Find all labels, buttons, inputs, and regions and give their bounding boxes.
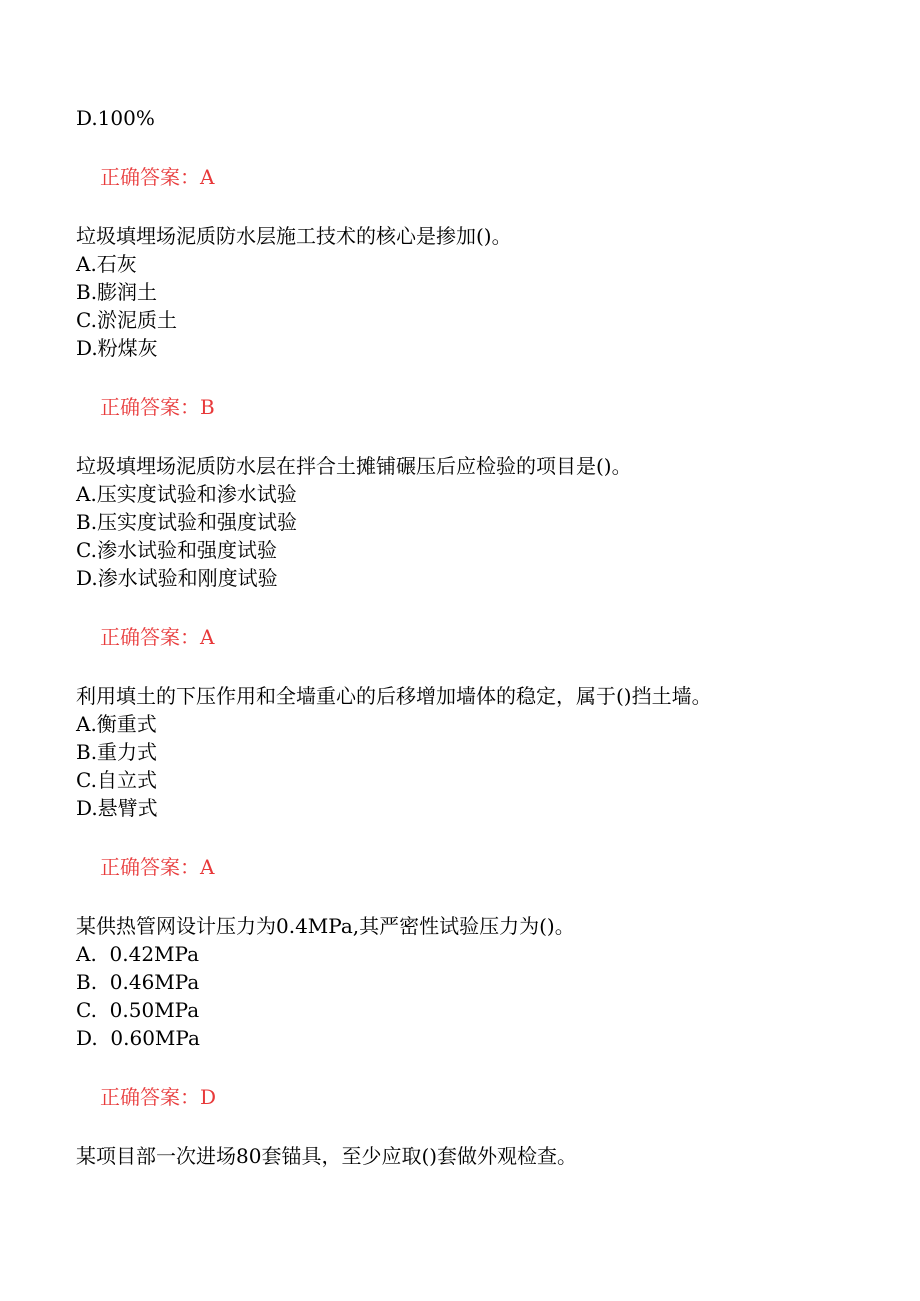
answer-value: A <box>200 625 215 649</box>
option-d: D. 0.60MPa <box>76 1026 200 1050</box>
answer-label: 正确答案： <box>100 855 200 879</box>
question-text: 垃圾填埋场泥质防水层在拌合土摊铺碾压后应检验的项目是()。 <box>76 454 632 478</box>
option-c: C.淤泥质土 <box>76 308 177 332</box>
question-text: 利用填土的下压作用和全墙重心的后移增加墙体的稳定，属于()挡土墙。 <box>76 684 712 708</box>
option-d: D.粉煤灰 <box>76 336 158 360</box>
correct-answer <box>100 1083 216 1111</box>
question-text: 垃圾填埋场泥质防水层施工技术的核心是掺加()。 <box>76 224 512 248</box>
answer-value: A <box>200 165 215 189</box>
option-c: C. 0.50MPa <box>76 998 200 1022</box>
question-text: 某项目部一次进场80套锚具，至少应取()套做外观检查。 <box>76 1144 578 1168</box>
correct-answer <box>100 163 214 191</box>
option-a: A.石灰 <box>76 252 137 276</box>
option-a: A.衡重式 <box>76 712 157 736</box>
answer-value: B <box>200 395 215 419</box>
correct-answer <box>100 853 214 881</box>
answer-label: 正确答案： <box>100 395 200 419</box>
option-c: C.自立式 <box>76 768 157 792</box>
option-b: B.压实度试验和强度试验 <box>76 510 298 534</box>
correct-answer <box>100 393 215 421</box>
answer-label: 正确答案： <box>100 165 200 189</box>
option-b: B. 0.46MPa <box>76 970 200 994</box>
answer-value: D <box>200 1085 217 1109</box>
option-a: A. 0.42MPa <box>76 942 200 966</box>
option-a: A.压实度试验和渗水试验 <box>76 482 297 506</box>
correct-answer <box>100 623 214 651</box>
option-d: D.100% <box>76 106 155 130</box>
answer-value: A <box>200 855 215 879</box>
answer-label: 正确答案： <box>100 1085 200 1109</box>
option-b: B.膨润土 <box>76 280 158 304</box>
option-d: D.悬臂式 <box>76 796 158 820</box>
option-c: C.渗水试验和强度试验 <box>76 538 277 562</box>
option-b: B.重力式 <box>76 740 158 764</box>
question-text: 某供热管网设计压力为0.4MPa,其严密性试验压力为()。 <box>76 914 575 938</box>
option-d: D.渗水试验和刚度试验 <box>76 566 278 590</box>
answer-label: 正确答案： <box>100 625 200 649</box>
